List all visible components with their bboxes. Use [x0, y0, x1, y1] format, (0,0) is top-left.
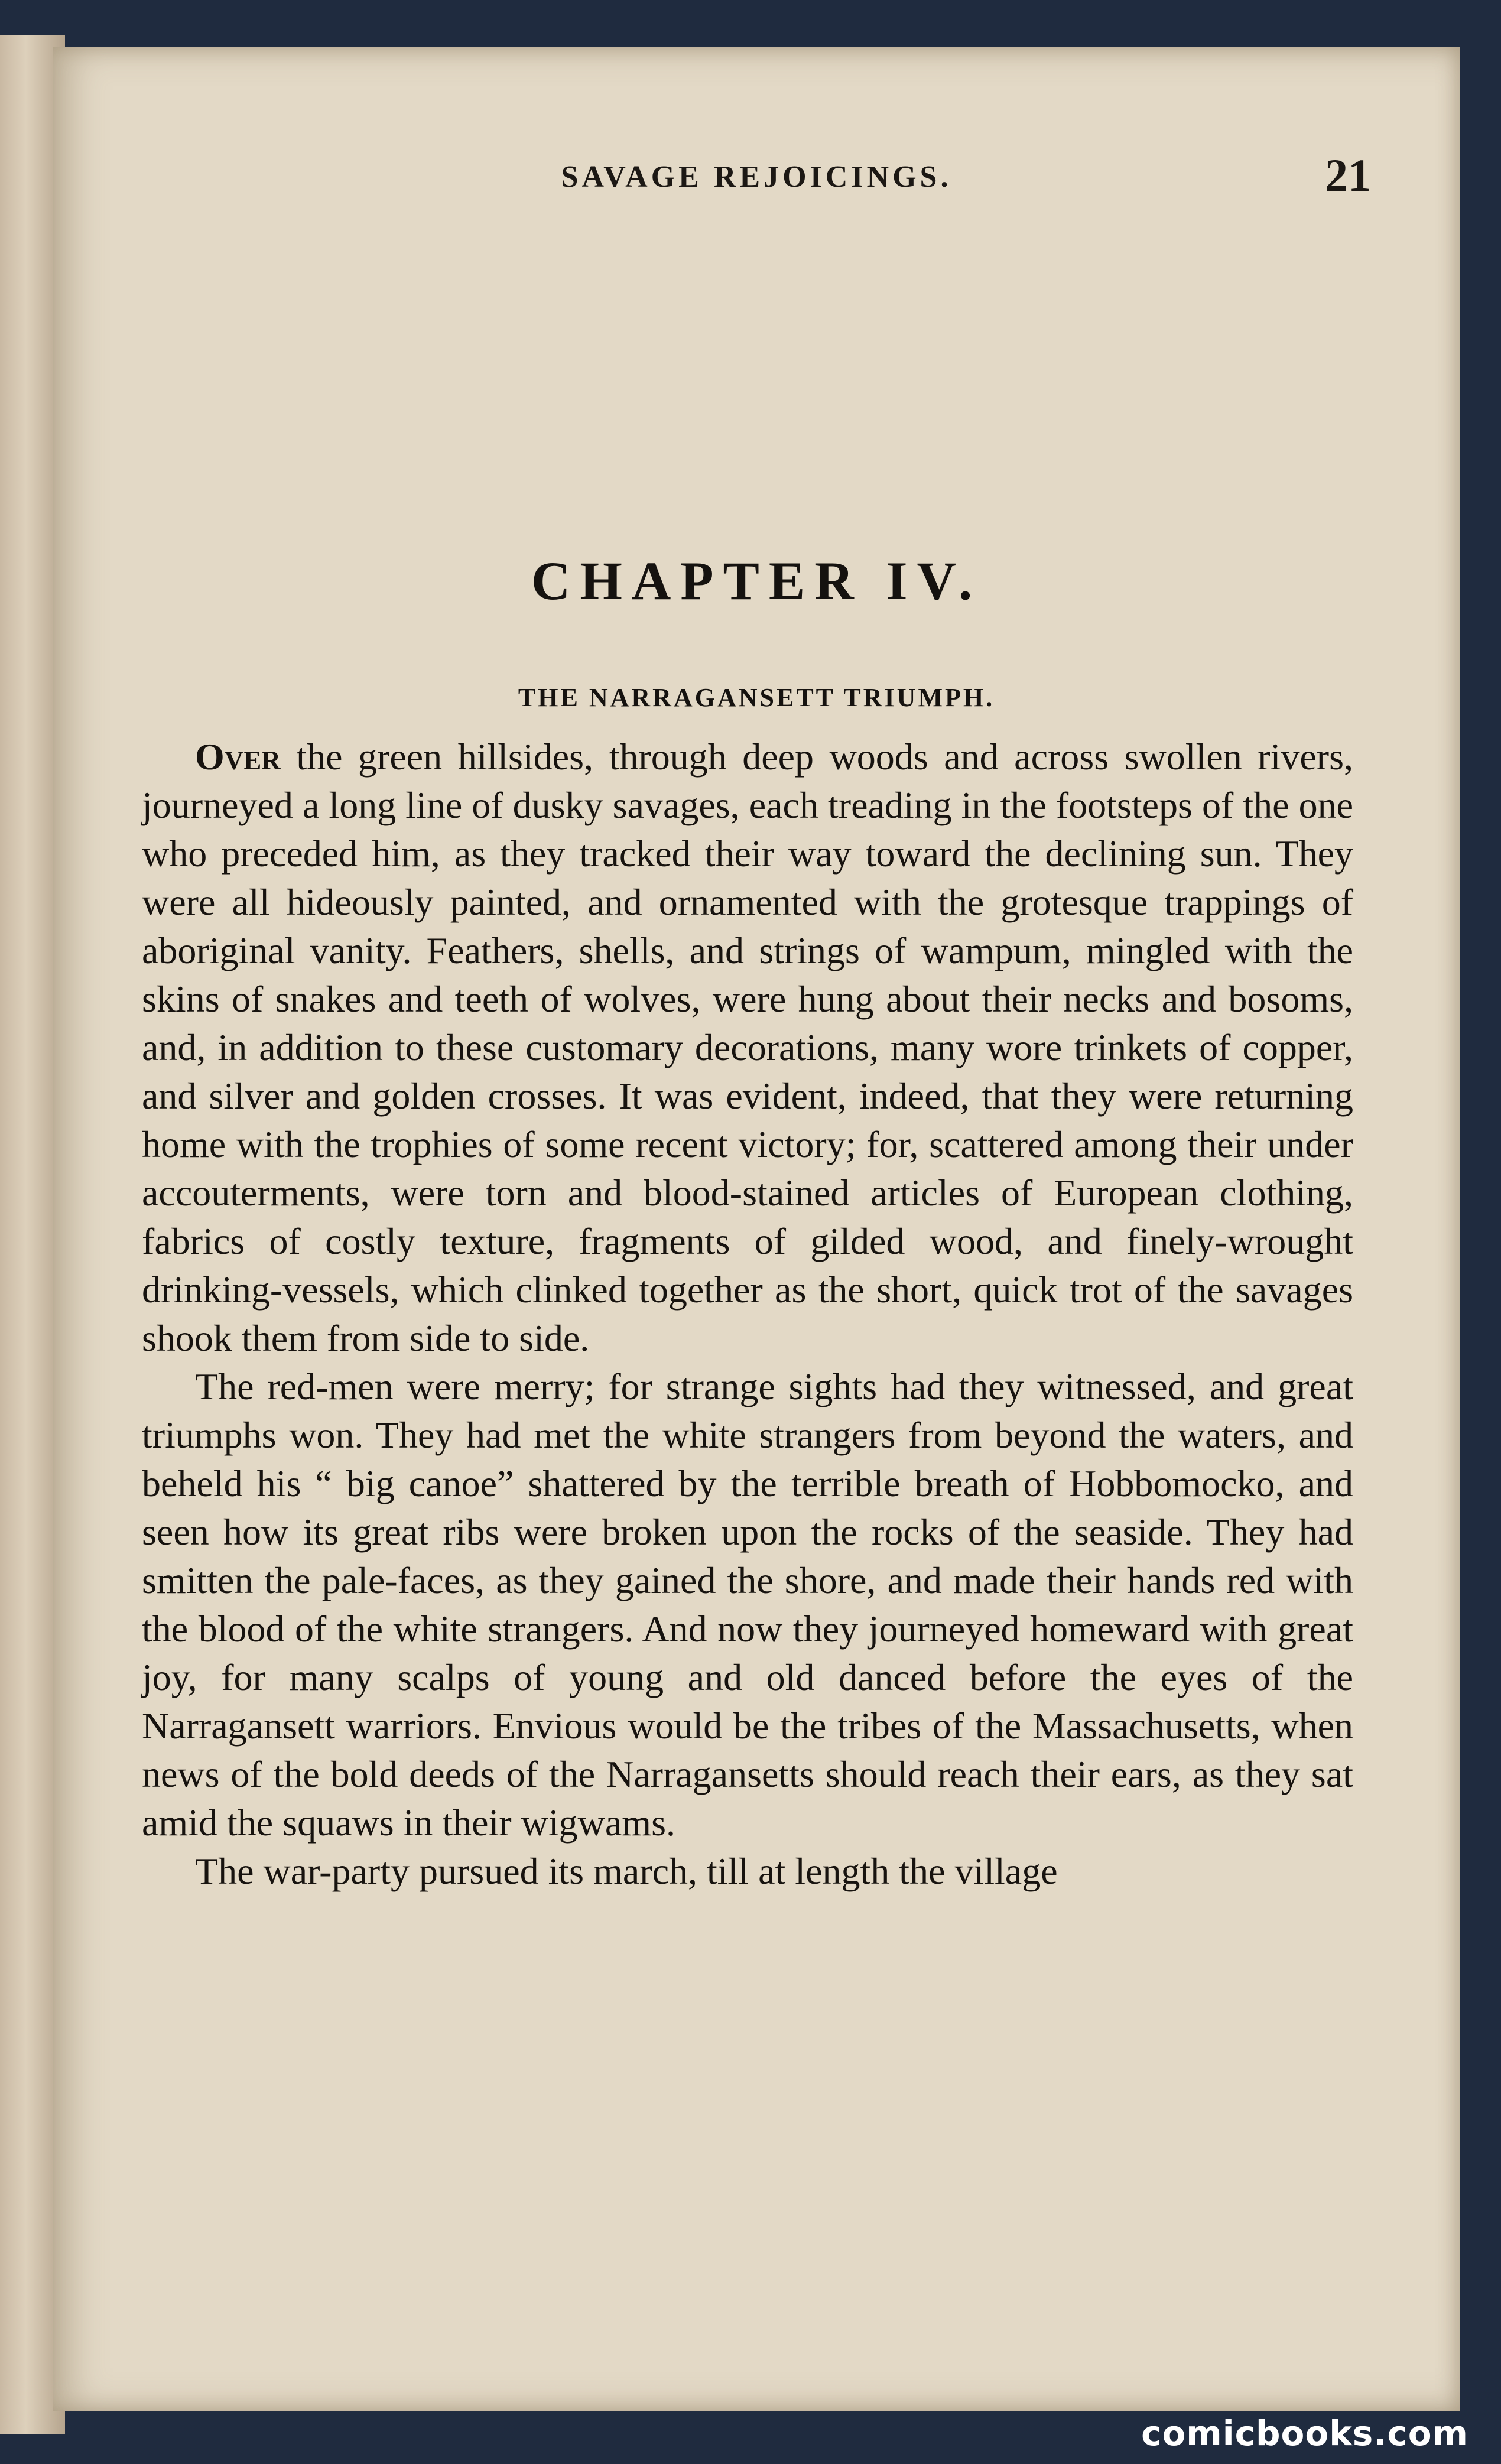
paragraph-text: The red-men were merry; for strange sights had they witnessed, and great triumphs won. They had met the white strangers from beyond the waters, and beheld his “ big canoe” shattered by the terrible breath of Hobbomocko, and seen how its great ribs were broken upon the rocks of the seaside. They had smitten the pale-faces, as they gained the shore, and made their hands red with the blood of the white strangers. And now they journeyed homeward with great joy, for many scalps of young and old danced before the eyes of the Narragansett warriors. Envious would be the tribes of the Massachusetts, when news of the bold deeds of the Narragansetts should reach their ears, as they sat amid the squaws in their wigwams. — [142, 1366, 1353, 1844]
paragraph-text: The war-party pursued its march, till at length the village — [195, 1850, 1058, 1892]
chapter-body — [142, 733, 1353, 1896]
book-page — [53, 47, 1460, 2411]
paragraph-text: the green hillsides, through deep woods and across swollen rivers, journeyed a long line of dusky savages, each treading in the footsteps of the one who preceded him, as they tracked their way toward the declining sun. They were all hideously painted, and ornamented with the grotesque trappings of aboriginal vanity. Feathers, shells, and strings of wampum, mingled with the skins of snakes and teeth of wolves, were hung about their necks and bosoms, and, in addition to these customary decorations, many wore trinkets of copper, and silver and golden crosses. It was evident, indeed, that they were returning home with the trophies of some recent victory; for, scattered among their under accouterments, were torn and blood-stained articles of European clothing, fabrics of costly texture, fragments of gilded wood, and finely-wrought drinking-vessels, which clinked together as the short, quick trot of the savages shook them from side to side. — [142, 736, 1353, 1359]
running-head: SAVAGE REJOICINGS. — [561, 160, 952, 194]
chapter-subtitle: THE NARRAGANSETT TRIUMPH. — [518, 683, 995, 712]
chapter-title: CHAPTER IV. — [531, 551, 982, 611]
paragraph-3 — [142, 1847, 1353, 1896]
paragraph-2 — [142, 1363, 1353, 1847]
paragraph-lead-word: Over — [195, 736, 281, 778]
site-watermark: comicbooks.com — [1141, 2413, 1468, 2453]
page-number: 21 — [1325, 149, 1371, 201]
paragraph-1 — [142, 733, 1353, 1363]
